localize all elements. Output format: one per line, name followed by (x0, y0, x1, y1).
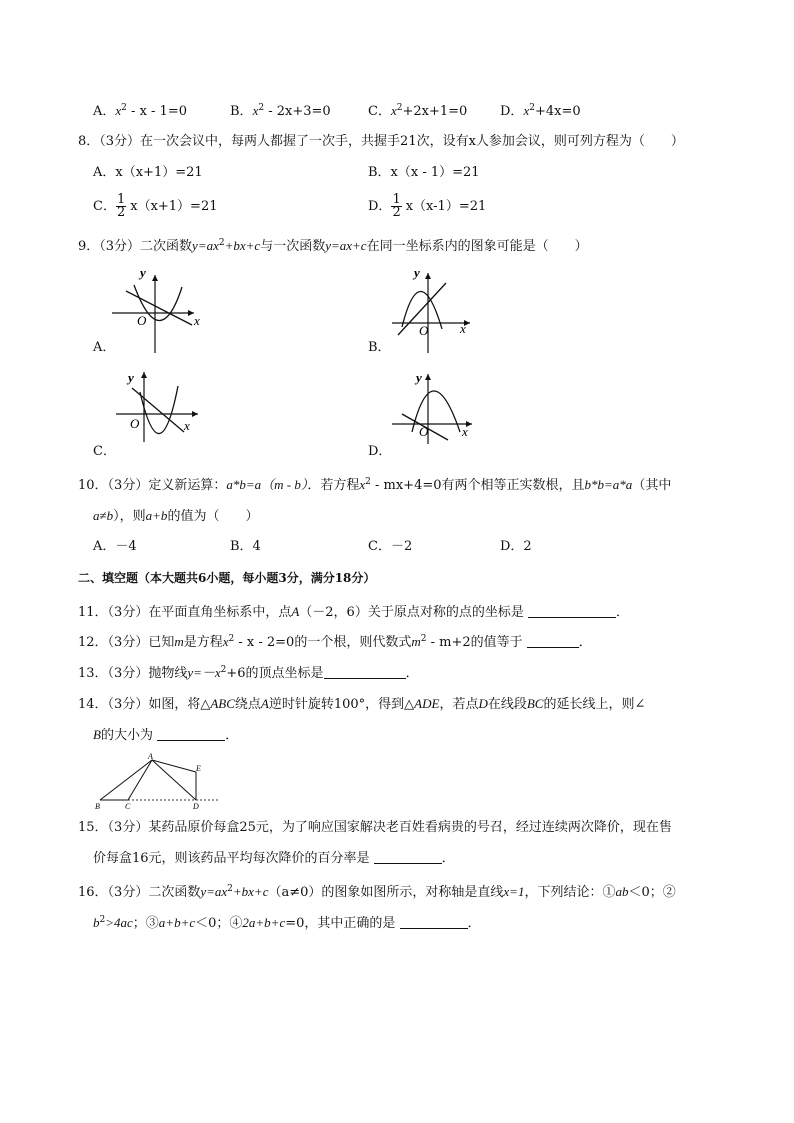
origin-label: O (419, 424, 429, 439)
q10-option-d: D．2 (500, 539, 532, 554)
segment-ab (100, 760, 152, 800)
section-heading: 二、填空题（本大题共6小题，每小题3分，满分18分） (78, 571, 376, 585)
q9-graph-a (112, 265, 212, 355)
y-axis-arrow (141, 372, 147, 378)
fraction: $\frac{1}{2}$ (116, 192, 126, 220)
q16-stem-line2: $b^2>4ac$；③a+b+c＜0；④2a+b+c=0，其中正确的是 ． (93, 915, 481, 931)
q8-option-b: B．x（x - 1）=21 (368, 165, 480, 180)
y-label: y (414, 265, 420, 280)
q8-option-c: C． $\frac{1}{2}$ x（x+1）=21 (93, 192, 218, 220)
y-axis-arrow (425, 273, 431, 279)
parabola (140, 386, 178, 434)
answer-blank[interactable] (374, 849, 442, 864)
fraction: $\frac{1}{2}$ (392, 192, 401, 220)
q14-stem-line2: B的大小为 ． (93, 727, 239, 743)
origin-label: O (137, 313, 147, 328)
segment-ac (128, 760, 152, 800)
origin-label: O (419, 323, 429, 338)
q14-stem-line1: 14．（3分）如图，将△ABC绕点A逆时针旋转100°，得到△ADE，若点D在线段BC的延长线上，则∠ (78, 696, 646, 712)
answer-blank[interactable] (527, 633, 579, 648)
q7-option-b: B．$x^2 - 2x+3=0$ (230, 103, 331, 119)
q16-stem-line1: 16．（3分）二次函数$y=ax^2+bx+c(a\ne 0)$的图象如图所示，对称轴是直线x=1，下列结论：①ab＜0；② (78, 884, 676, 900)
q9-graph-c (112, 368, 207, 443)
x-label: x (194, 313, 200, 328)
q13: 13．（3分）抛物线$y=-x^2+6$的顶点坐标是 ． (78, 665, 419, 681)
q7-option-d: D．$x^2+4x=0$ (500, 103, 581, 119)
point-a-label: A (148, 752, 153, 761)
q9-option-d: D． (368, 444, 392, 459)
y-label: y (416, 370, 422, 385)
q8-option-d: D． $\frac{1}{2}$ x（x-1）=21 (368, 192, 487, 220)
q9-option-c: C． (93, 444, 116, 459)
x-label: x (462, 424, 468, 439)
point-c-label: C (125, 802, 131, 810)
q7-option-a: A．$x^2 - x - 1=0$ (93, 103, 187, 119)
q8-stem: 8．（3分）在一次会议中，每两人都握了一次手，共握手21次，设有x人参加会议，则可列方程为（ ） (78, 134, 684, 149)
q9-stem: 9．（3分）二次函数$y=ax^2+bx+c$与一次函数y=ax+c在同一坐标系内的图象可能是（ ） (78, 238, 588, 254)
y-label: y (128, 370, 134, 385)
answer-blank[interactable] (400, 914, 468, 929)
answer-blank[interactable] (157, 726, 225, 741)
q11: 11．（3分）在平面直角坐标系中，点A（－2，6）关于原点对称的点的坐标是 ． (78, 604, 629, 620)
q15-stem-line1: 15．（3分）某药品原价每盒25元，为了响应国家解决老百姓看病贵的号召，经过连续两次降价，现在售 (78, 820, 672, 835)
y-label: y (140, 265, 146, 280)
q10-option-b: B．4 (230, 539, 261, 554)
point-d-label: D (193, 802, 199, 810)
q10-stem-line1: 10．（3分）定义新运算：a*b=a（m - b）．若方程$x^2 - mx+4=0$有两个相等正实数根，且b*b=a*a（其中 (78, 477, 672, 493)
q8-option-a: A．x（x+1）=21 (93, 165, 203, 180)
q9-graph-d (390, 370, 480, 445)
q10-option-c: C．－2 (368, 539, 413, 554)
q15-stem-line2: 价每盒16元，则该药品平均每次降价的百分率是 ． (93, 851, 455, 866)
q10-option-a: A．－4 (93, 539, 137, 554)
x-label: x (184, 418, 190, 433)
q9-option-b: B． (368, 340, 391, 355)
point-e-label: E (196, 764, 201, 773)
x-label: x (460, 321, 466, 336)
q12: 12．（3分）已知m是方程$x^2 - x - 2=0$的一个根，则代数式$m^2 - m+2$的值等于 ． (78, 634, 592, 650)
y-axis-arrow (152, 275, 158, 281)
q9-option-a: A． (93, 340, 116, 355)
point-b-label: B (95, 802, 100, 810)
q7-option-c: C．$x^2+2x+1=0$ (368, 103, 468, 119)
origin-label: O (130, 416, 140, 431)
answer-blank[interactable] (324, 664, 406, 679)
q9-graph-b (390, 265, 480, 355)
y-axis-arrow (425, 374, 431, 380)
answer-blank[interactable] (528, 603, 616, 618)
q14-triangle-figure (92, 752, 222, 810)
q10-stem-line2: a≠b），则a+b的值为（ ） (93, 508, 259, 524)
x-axis-arrow (192, 411, 198, 417)
